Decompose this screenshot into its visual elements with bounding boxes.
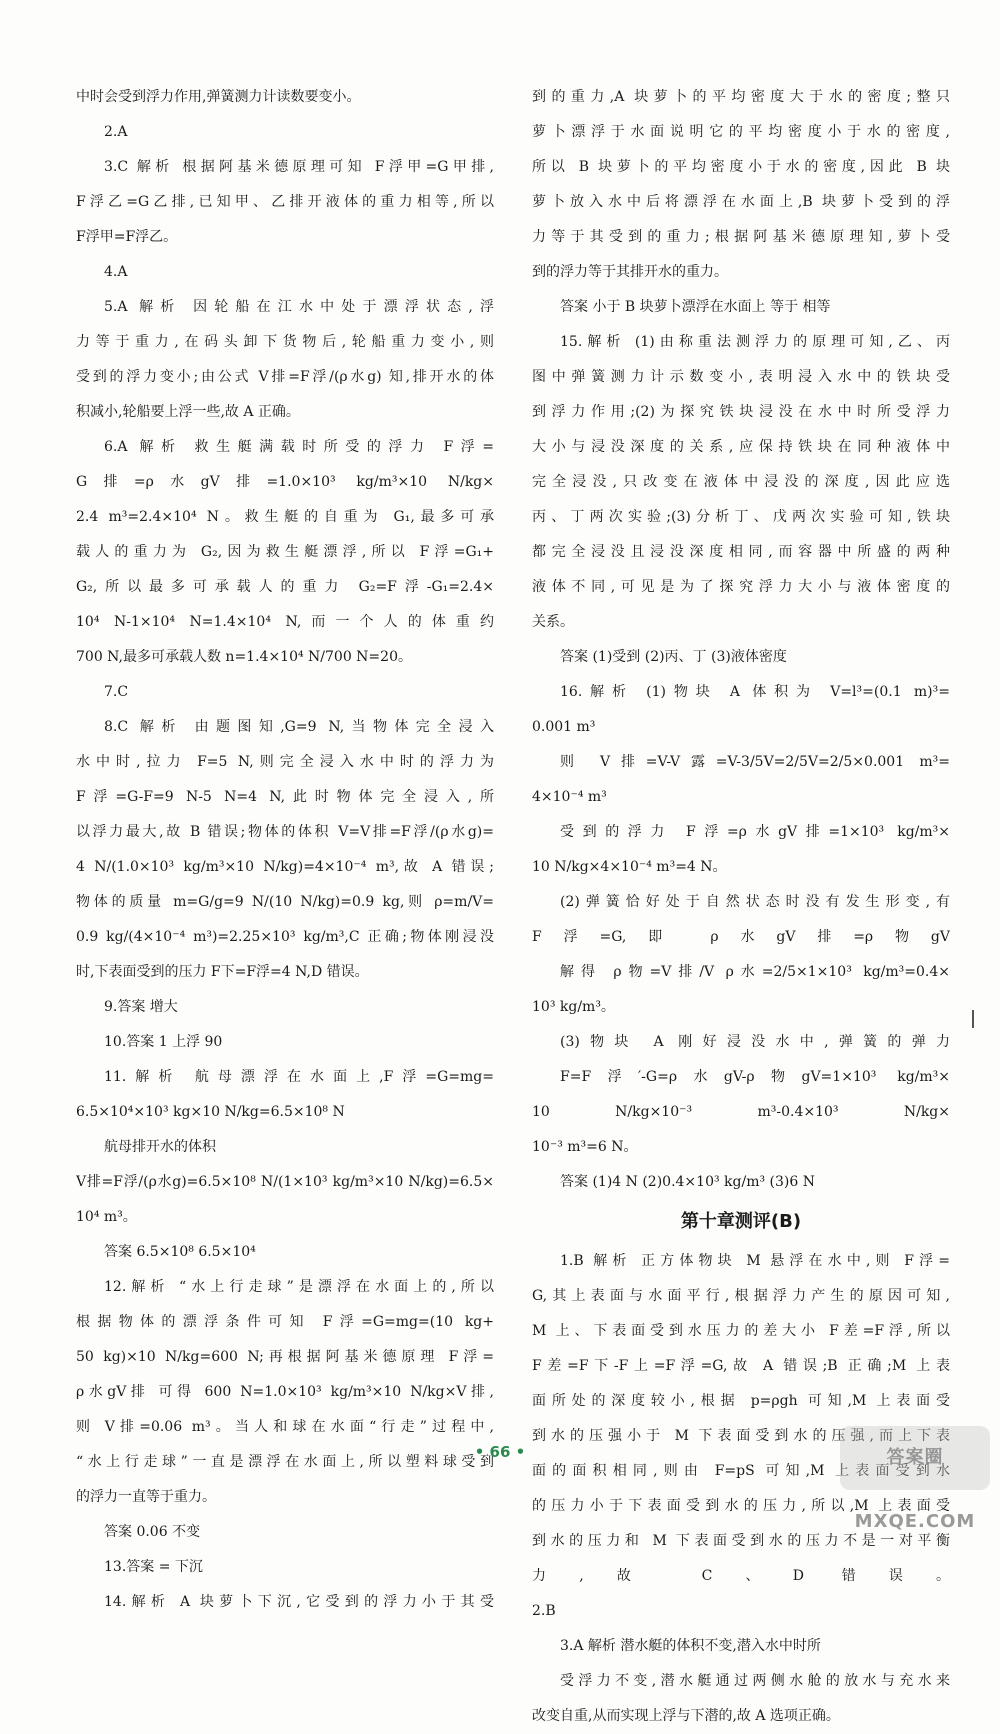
- text-line: 15.解析 (1)由称重法测浮力的原理可知,乙、丙: [560, 334, 950, 350]
- text-line: 到水的压强小于 M 下表面受到水的压强,而上下表: [532, 1428, 950, 1444]
- page-number: • 66 •: [474, 1443, 526, 1461]
- text-line: 解得 ρ物=V排/V ρ水=2/5×1×10³ kg/m³=0.4×: [560, 964, 950, 980]
- text-line: 时,下表面受到的压力 F下=F浮=4 N,D 错误。: [76, 964, 369, 980]
- text-line: 12.解析 “水上行走球”是漂浮在水面上的,所以: [104, 1279, 494, 1295]
- watermark: 答案圈 MXQE.COM: [840, 1426, 990, 1490]
- text-line: 3.C 解析 根据阿基米德原理可知 F浮甲=G甲排,: [104, 159, 494, 175]
- text-line: G排=ρ水gV排=1.0×10³ kg/m³×10 N/kg×: [76, 474, 494, 490]
- text-line: 11.解析 航母漂浮在水面上,F浮=G=mg=: [104, 1069, 494, 1085]
- text-line: 萝卜放入水中后将漂浮在水面上,B 块萝卜受到的浮: [532, 194, 950, 210]
- margin-mark: [972, 1010, 974, 1028]
- text-line: ρ水gV排 可得 600 N=1.0×10³ kg/m³×10 N/kg×V排,: [76, 1384, 494, 1400]
- text-line: 5.A 解析 因轮船在江水中处于漂浮状态,浮: [104, 299, 494, 315]
- text-line: (2)弹簧恰好处于自然状态时没有发生形变,有: [560, 894, 950, 910]
- text-line: 到浮力作用;(2)为探究铁块浸没在水中时所受浮力: [532, 404, 950, 420]
- text-line: 答案 (1)受到 (2)丙、丁 (3)液体密度: [560, 649, 787, 665]
- text-line: F浮甲=F浮乙。: [76, 229, 178, 245]
- text-line: 受到的浮力变小;由公式 V排=F浮/(ρ水g) 知,排开水的体: [76, 369, 494, 385]
- text-line: 4×10⁻⁴ m³: [532, 789, 607, 805]
- text-line: 0.9 kg/(4×10⁻⁴ m³)=2.25×10³ kg/m³,C 正确;物体刚浸没: [76, 929, 494, 945]
- text-line: 2.4 m³=2.4×10⁴ N。救生艇的自重为 G₁,最多可承: [76, 509, 494, 525]
- text-line: 50 kg)×10 N/kg=600 N;再根据阿基米德原理 F浮=: [76, 1349, 494, 1365]
- text-line: 则 V排=V-V露=V-3/5V=2/5V=2/5×0.001 m³=: [560, 754, 950, 770]
- text-line: F浮乙=G乙排,已知甲、乙排开液体的重力相等,所以: [76, 194, 494, 210]
- text-line: 4 N/(1.0×10³ kg/m³×10 N/kg)=4×10⁻⁴ m³,故 A 错误;: [76, 859, 494, 875]
- text-line: 都完全浸没且浸没深度相同,而容器中所盛的两种: [532, 544, 950, 560]
- left-column: [76, 80, 494, 1620]
- text-line: F差=F下-F上=F浮=G,故 A 错误;B 正确;M 上表: [532, 1358, 950, 1374]
- text-line: 13.答案 = 下沉: [104, 1559, 203, 1575]
- text-line: 力,故 C、D 错误。: [532, 1568, 950, 1584]
- text-line: 答案 0.06 不变: [104, 1524, 201, 1540]
- text-line: 到的浮力等于其排开水的重力。: [532, 264, 728, 280]
- text-line: 2.A: [104, 124, 128, 140]
- text-line: 萝卜漂浮于水面说明它的平均密度小于水的密度,: [532, 124, 950, 140]
- text-line: 到的重力,A 块萝卜的平均密度大于水的密度;整只: [532, 89, 950, 105]
- text-line: 根据物体的漂浮条件可知 F浮=G=mg=(10 kg+: [76, 1314, 494, 1330]
- text-line: 答案 小于 B 块萝卜漂浮在水面上 等于 相等: [560, 299, 831, 315]
- text-line: 物体的质量 m=G/g=9 N/(10 N/kg)=0.9 kg,则 ρ=m/V=: [76, 894, 494, 910]
- text-line: 液体不同,可见是为了探究浮力大小与液体密度的: [532, 579, 950, 595]
- text-line: (3)物块 A 刚好浸没水中,弹簧的弹力: [560, 1034, 950, 1050]
- text-line: 载人的重力为 G₂,因为救生艇漂浮,所以 F浮=G₁+: [76, 544, 494, 560]
- text-line: 10 N/kg×4×10⁻⁴ m³=4 N。: [532, 859, 727, 875]
- text-line: 10⁴ N-1×10⁴ N=1.4×10⁴ N,而一个人的体重约: [76, 614, 494, 630]
- text-line: 8.C 解析 由题图知,G=9 N,当物体完全浸入: [104, 719, 494, 735]
- text-line: 图中弹簧测力计示数变小,表明浸入水中的铁块受: [532, 369, 950, 385]
- text-line: 完全浸没,只改变在液体中浸没的深度,因此应选: [532, 474, 950, 490]
- text-line: 7.C: [104, 684, 129, 700]
- text-line: F浮=G,即 ρ水gV排=ρ物gV: [532, 929, 950, 945]
- text-line: 0.001 m³: [532, 719, 596, 735]
- text-line: F=F浮′-G=ρ水gV-ρ物gV=1×10³ kg/m³×: [560, 1069, 950, 1085]
- text-line: “水上行走球”一直是漂浮在水面上,所以塑料球受到: [76, 1454, 494, 1470]
- text-line: 力等于重力,在码头卸下货物后,轮船重力变小,则: [76, 334, 494, 350]
- text-line: 10⁻³ m³=6 N。: [532, 1139, 638, 1155]
- text-line: 航母排开水的体积: [104, 1139, 216, 1155]
- text-line: 受到的浮力 F浮=ρ水gV排=1×10³ kg/m³×: [560, 824, 950, 840]
- text-line: 面所处的深度较小,根据 p=ρgh 可知,M 上表面受: [532, 1393, 950, 1409]
- text-line: 到水的压力和 M 下表面受到水的压力不是一对平衡: [532, 1533, 950, 1549]
- text-line: 答案 6.5×10⁸ 6.5×10⁴: [104, 1244, 256, 1260]
- text-line: 的浮力一直等于重力。: [76, 1489, 216, 1505]
- text-line: 16.解析 (1)物块 A 体积为 V=l³=(0.1 m)³=: [560, 684, 950, 700]
- text-line: 10.答案 1 上浮 90: [104, 1034, 223, 1050]
- text-line: G,其上表面与水面平行,根据浮力产生的原因可知,: [532, 1288, 950, 1304]
- text-line: 3.A 解析 潜水艇的体积不变,潜入水中时所: [560, 1638, 821, 1654]
- text-line: 的压力小于下表面受到水的压力,所以,M 上表面受: [532, 1498, 950, 1514]
- text-line: 9.答案 增大: [104, 999, 178, 1015]
- text-line: 水中时,拉力 F=5 N,则完全浸入水中时的浮力为: [76, 754, 494, 770]
- section-heading: 第十章测评(B): [680, 1211, 802, 1232]
- text-line: 关系。: [532, 614, 574, 630]
- text-line: 丙、丁两次实验;(3)分析丁、戊两次实验可知,铁块: [532, 509, 950, 525]
- text-line: 10⁴ m³。: [76, 1209, 137, 1225]
- text-line: 2.B: [532, 1603, 556, 1619]
- text-line: 力等于其受到的重力;根据阿基米德原理知,萝卜受: [532, 229, 950, 245]
- text-line: 10 N/kg×10⁻³ m³-0.4×10³ N/kg×: [532, 1104, 950, 1120]
- text-line: 面的面积相同,则由 F=pS 可知,M 上表面受到水: [532, 1463, 950, 1479]
- text-line: 1.B 解析 正方体物块 M 悬浮在水中,则 F浮=: [560, 1253, 950, 1269]
- text-line: 所以 B 块萝卜的平均密度小于水的密度,因此 B 块: [532, 159, 950, 175]
- text-line: M 上、下表面受到水压力的差大小 F差=F浮,所以: [532, 1323, 950, 1339]
- text-line: G₂,所以最多可承载人的重力 G₂=F浮-G₁=2.4×: [76, 579, 494, 595]
- text-line: 答案 (1)4 N (2)0.4×10³ kg/m³ (3)6 N: [560, 1174, 815, 1190]
- text-line: 以浮力最大,故 B 错误;物体的体积 V=V排=F浮/(ρ水g)=: [76, 824, 494, 840]
- text-line: 中时会受到浮力作用,弹簧测力计读数要变小。: [76, 89, 361, 105]
- text-line: 受浮力不变,潜水艇通过两侧水舱的放水与充水来: [560, 1673, 950, 1689]
- text-line: 700 N,最多可承载人数 n=1.4×10⁴ N/700 N=20。: [76, 649, 412, 665]
- text-line: V排=F浮/(ρ水g)=6.5×10⁸ N/(1×10³ kg/m³×10 N/kg)=6.5×: [76, 1174, 494, 1190]
- text-line: F浮=G-F=9 N-5 N=4 N,此时物体完全浸入,所: [76, 789, 494, 805]
- text-line: 10³ kg/m³。: [532, 999, 615, 1015]
- text-line: 则 V排=0.06 m³。当人和球在水面“行走”过程中,: [76, 1419, 494, 1435]
- text-line: 6.A 解析 救生艇满载时所受的浮力 F浮=: [104, 439, 494, 455]
- text-line: 6.5×10⁴×10³ kg×10 N/kg=6.5×10⁸ N: [76, 1104, 345, 1120]
- text-line: 大小与浸没深度的关系,应保持铁块在同种液体中: [532, 439, 950, 455]
- text-line: 14.解析 A 块萝卜下沉,它受到的浮力小于其受: [104, 1594, 494, 1610]
- text-line: 改变自重,从而实现上浮与下潜的,故 A 选项正确。: [532, 1708, 840, 1724]
- text-line: 积减小,轮船要上浮一些,故 A 正确。: [76, 404, 300, 420]
- text-line: 4.A: [104, 264, 128, 280]
